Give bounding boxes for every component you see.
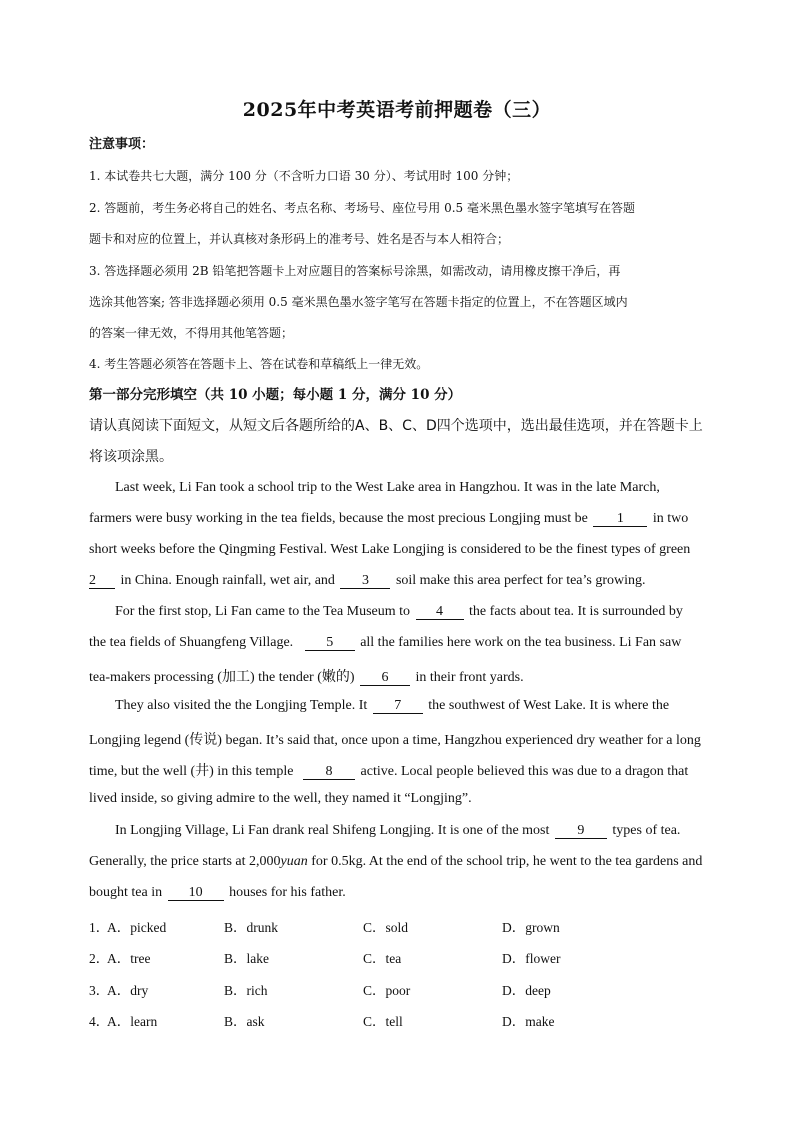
option-row [89,979,709,997]
blank-5: 5 [305,636,355,651]
option-d: D．make [502,1014,555,1029]
passage-line: tea-makers processing (加工) the tender (嫩的) 6 in their front yards. [89,670,524,685]
option-c: C．tell [363,1014,403,1029]
option-b: B．lake [224,951,269,966]
note-line: 4. 考生答题必须答在答题卡上、答在试卷和草稿纸上一律无效。 [89,357,429,371]
instruction-line: 将该项涂黑。 [89,449,173,465]
option-c: C．tea [363,951,402,966]
passage-line: Longjing legend (传说) began. It’s said that, once upon a time, Hangzhou experienced dry weather for a long [89,733,701,748]
passage-line: They also visited the the Longjing Temple. It 7 the southwest of West Lake. It is where the [115,698,670,713]
passage-line: the tea fields of Shuangfeng Village. 5 all the families here work on the tea business. Li Fan saw [89,635,682,650]
blank-3: 3 [340,574,390,589]
option-a: A．picked [107,920,167,935]
option-a: A．dry [107,983,149,998]
option-c: C．poor [363,983,411,998]
blank-9: 9 [555,824,607,839]
notes-heading: 注意事项： [89,137,155,152]
passage-line: lived inside, so giving admire to the well, they named it “Longjing”. [89,791,472,806]
blank-10: 10 [168,886,224,901]
passage-line: Generally, the price starts at 2,000yuan for 0.5kg. At the end of the school trip, he went to the tea gardens and [89,854,703,869]
option-b: B．ask [224,1014,265,1029]
option-d: D．deep [502,983,551,998]
note-line: 3. 答选择题必须用 2B 铅笔把答题卡上对应题目的答案标号涂黑，如需改动，请用橡皮擦干净后，再 [89,264,621,278]
passage-line: For the first stop, Li Fan came to the Tea Museum to 4 the facts about tea. It is surrounded by [115,604,683,619]
option-b: B．rich [224,983,268,998]
option-a: A．learn [107,1014,158,1029]
option-row [89,1010,709,1028]
blank-6: 6 [360,671,410,686]
passage-line: short weeks before the Qingming Festival. West Lake Longjing is considered to be the finest types of green [89,542,691,557]
note-line: 1. 本试卷共七大题，满分 100 分（不含听力口语 30 分）、考试用时 100 分钟； [89,169,519,183]
note-line: 选涂其他答案; 答非选择题必须用 0.5 毫米黑色墨水签字笔写在答题卡指定的位置上，不在答题区域内 [89,295,628,309]
page-title: 2025年中考英语考前押题卷（三） [242,99,552,121]
note-line: 的答案一律无效，不得用其他笔答题； [89,326,294,340]
instruction-line: 请认真阅读下面短文，从短文后各题所给的A、B、C、D四个选项中，选出最佳选项，并在答题卡上 [89,418,703,434]
passage-line: time, but the well (井) in this temple 8 active. Local people believed this was due to a dragon that [89,764,689,779]
note-line: 题卡和对应的位置上，并认真核对条形码上的准考号、姓名是否与本人相符合； [89,232,510,246]
passage-line: bought tea in 10 houses for his father. [89,885,346,900]
passage-line: 2 in China. Enough rainfall, wet air, and 3 soil make this area perfect for tea’s growing. [89,573,646,588]
part1-heading: 第一部分完形填空（共 10 小题；每小题 1 分，满分 10 分） [89,387,462,403]
blank-1: 1 [593,512,647,527]
option-a: A．tree [107,951,151,966]
blank-7: 7 [373,699,423,714]
option-row [89,947,709,965]
passage-line: Last week, Li Fan took a school trip to the West Lake area in Hangzhou. It was in the late March, [115,480,660,495]
question-number: 3． [89,983,110,998]
option-b: B．drunk [224,920,278,935]
blank-8: 8 [303,765,355,780]
question-number: 2． [89,951,110,966]
option-c: C．sold [363,920,409,935]
note-line: 2. 答题前，考生务必将自己的姓名、考点名称、考场号、座位号用 0.5 毫米黑色墨水签字笔填写在答题 [89,201,635,215]
blank-2: 2 [89,574,115,589]
option-d: D．flower [502,951,561,966]
question-number: 1． [89,920,110,935]
blank-4: 4 [416,605,464,620]
passage-line: In Longjing Village, Li Fan drank real Shifeng Longjing. It is one of the most 9 types of tea. [115,823,681,838]
passage-line: farmers were busy working in the tea fields, because the most precious Longjing must be 1 in two [89,511,689,526]
question-number: 4． [89,1014,110,1029]
option-row [89,916,709,934]
option-d: D．grown [502,920,560,935]
